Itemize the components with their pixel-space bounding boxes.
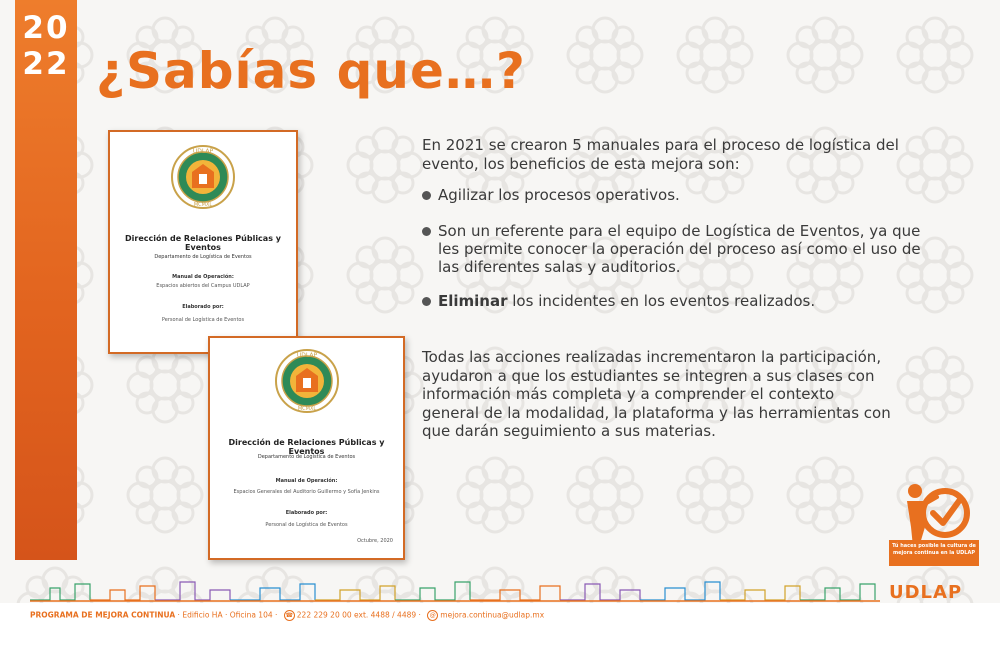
bullet-dot-icon bbox=[422, 227, 431, 236]
doc-heading: Dirección de Relaciones Públicas y Eventos bbox=[125, 234, 281, 252]
doc-author-value: Personal de Logística de Eventos bbox=[265, 522, 348, 528]
side-bar bbox=[15, 0, 77, 560]
seal-top-text: UDLAP bbox=[192, 148, 214, 155]
bullet-dot-icon bbox=[422, 297, 431, 306]
doc-manual-value: Espacios Generales del Auditorio Guillermo y Sofía Jenkins bbox=[233, 489, 380, 495]
footer-phone: 222 229 20 00 ext. 4488 / 4489 · bbox=[296, 610, 421, 620]
bullet-item bbox=[422, 186, 942, 204]
page-title: ¿Sabías que…? bbox=[96, 42, 526, 100]
footer-location: · Edificio HA · Oficina 104 · bbox=[175, 610, 278, 620]
doc-author-label: Elaborado por: bbox=[285, 510, 328, 516]
intro-paragraph: En 2021 se crearon 5 manuales para el proceso de logística del evento, los beneficios de esta mejora son: bbox=[422, 136, 899, 173]
udlap-logo: UDLAP bbox=[889, 582, 963, 603]
bullet-text: Son un referente para el equipo de Logística de Eventos, ya que les permite conocer la operación del proceso así como el uso de las diferentes salas y auditorios. bbox=[438, 222, 921, 276]
doc-manual-label: Manual de Operación: bbox=[275, 478, 338, 484]
footer-email[interactable]: mejora.continua@udlap.mx bbox=[440, 610, 545, 620]
year-top: 20 bbox=[22, 10, 70, 46]
doc-author-label: Elaborado por: bbox=[182, 304, 224, 310]
bullet-text: los incidentes en los eventos realizados. bbox=[507, 292, 816, 310]
year-badge bbox=[15, 10, 77, 82]
doc-department: Departamento de Logística de Eventos bbox=[154, 254, 252, 260]
email-icon: @ bbox=[427, 610, 438, 621]
udlap-seal-icon bbox=[274, 348, 340, 414]
doc-date: Octubre, 2020 bbox=[357, 538, 393, 544]
doc-manual-label: Manual de Operación: bbox=[172, 274, 234, 280]
doc-manual-value: Espacios abiertos del Campus UDLAP bbox=[156, 283, 250, 289]
footer-contact bbox=[30, 610, 544, 621]
bullet-text: Agilizar los procesos operativos. bbox=[438, 186, 680, 204]
bullet-item bbox=[422, 292, 942, 310]
badge-text: Tú haces posible la cultura de mejora continua en la UDLAP bbox=[889, 540, 979, 566]
bullet-item bbox=[422, 222, 942, 276]
outro-paragraph: Todas las acciones realizadas incrementaron la participación, ayudaron a que los estudiantes se integren a sus clases con información más completa y a comprender el contexto general de la modalidad, la plataforma y las herramientas con que darán seguimiento a sus materias. bbox=[422, 348, 891, 440]
seal-bottom-text: MCMXL bbox=[193, 202, 213, 208]
manual-document-2 bbox=[208, 336, 405, 560]
doc-department: Departamento de Logística de Eventos bbox=[257, 454, 356, 460]
campus-skyline-icon bbox=[30, 578, 880, 602]
doc-author-value: Personal de Logística de Eventos bbox=[161, 317, 245, 323]
year-bottom: 22 bbox=[22, 46, 70, 82]
bullet-bold: Eliminar bbox=[438, 292, 508, 310]
udlap-seal-icon bbox=[170, 144, 236, 210]
seal-top-text: UDLAP bbox=[296, 352, 317, 359]
phone-icon: ☎ bbox=[285, 612, 294, 619]
seal-bottom-text: MCMXL bbox=[297, 406, 316, 412]
doc-heading: Dirección de Relaciones Públicas y Eventos bbox=[228, 438, 385, 456]
manual-document-1 bbox=[108, 130, 298, 354]
bullet-dot-icon bbox=[422, 191, 431, 200]
footer-program: PROGRAMA DE MEJORA CONTINUA bbox=[30, 610, 176, 620]
mejora-continua-badge-icon bbox=[897, 477, 977, 549]
